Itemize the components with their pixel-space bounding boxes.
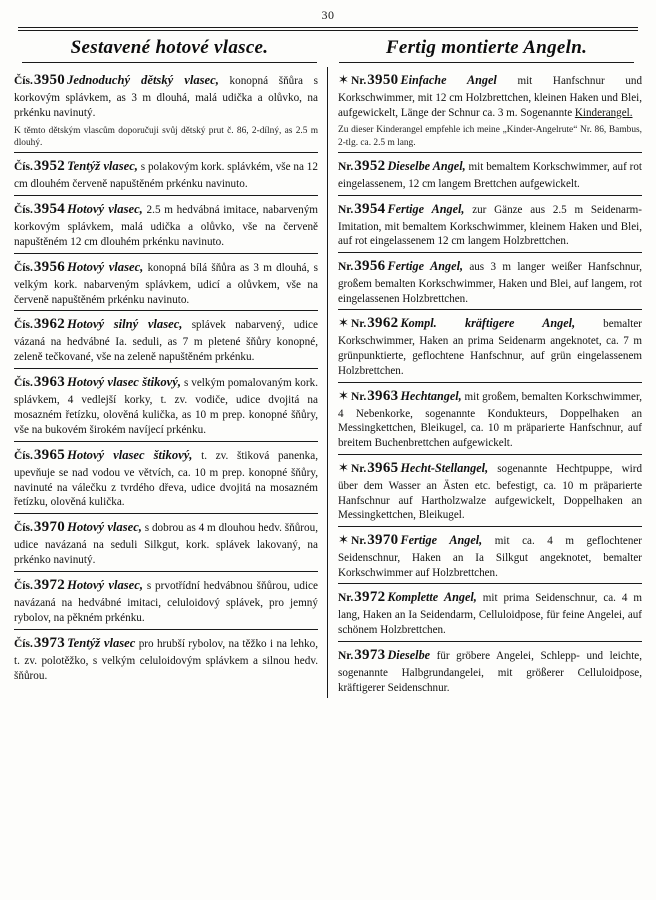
entry-number: 3956	[33, 258, 66, 275]
entry-title: Dieselbe Angel,	[387, 158, 466, 173]
entry-number-label: Nr.	[338, 261, 354, 273]
entry-number-label: Čís.	[14, 161, 33, 174]
catalog-entry	[338, 153, 642, 196]
entry-number-label: Nr.	[351, 390, 367, 403]
entry-description: splávek nabarvený, udice vázaná na hedvábné Ia. seduli, as 7 m pletené šňůry konopné, zeleně tečkované, vše na zeleně napuštěném prkénku.	[14, 319, 318, 364]
entry-title: Hotový vlasec štikový,	[67, 375, 182, 390]
entry-text	[14, 518, 318, 568]
entry-title: Einfache Angel	[400, 73, 497, 87]
entry-text	[14, 634, 318, 684]
entry-text	[338, 257, 642, 306]
entry-text	[338, 459, 642, 523]
entry-description: s dobrou as 4 m dlouhou hedv. šňůrou, udice navázaná na seduli Silkgut, kork. splávek lakovaný, na prkénko navinutý.	[14, 522, 318, 567]
catalog-entry	[14, 254, 318, 312]
page-number: 30	[321, 8, 335, 22]
entry-description: mit Hanfschnur und Korkschwimmer, mit 12 cm Holzbrettchen, kleinen Haken und Blei, aufgewickelt, Länge der Schnur ca. 3 m. Sogenannte	[338, 75, 642, 119]
entry-number: 3963	[33, 374, 66, 391]
catalog-entry	[338, 527, 642, 584]
catalog-entry	[14, 442, 318, 515]
entry-description: s velkým pomalovaným kork. splávkem, 4 vedlejší korky, t. zv. vodiče, udice dvojitá na mosazném řetízku, olověná kulička, as 10 m prep. konopné šňůry, vše na bukovém širokém navíjecí prkénku.	[14, 377, 318, 436]
entry-description: konopná šňůra s korkovým splávkem, as 3 m dlouhá, malá udička a olůvko, na prkénku navinutý.	[14, 75, 318, 119]
entry-number-label: Nr.	[338, 592, 354, 605]
entry-description: mit bemaltem Korkschwimmer, auf rot eingelassenem, 12 cm langem Brettchen aufgewickelt.	[338, 160, 643, 190]
entry-number-label: Čís.	[14, 522, 33, 535]
column-headings	[14, 37, 642, 63]
star-icon: ✶	[338, 387, 349, 403]
entry-number-label: Čís.	[14, 319, 33, 332]
entry-text	[14, 446, 318, 511]
entry-number: 3973	[354, 646, 386, 663]
heading-right	[331, 37, 642, 63]
catalog-entry	[14, 630, 318, 687]
entry-number: 3965	[367, 459, 399, 476]
czech-column	[14, 67, 328, 698]
entry-description: zur Gänze aus 2.5 m Seidenarm-Imitation, mit bemaltem Korkschwimmer, kleinem Haken und Blei, auf rot eingelassenem 12 cm langem Holzbrettchen.	[338, 203, 642, 248]
entry-number-label: Nr.	[351, 318, 367, 331]
entry-number: 3962	[33, 316, 66, 333]
heading-left-text: Sestavené hotové vlasce.	[70, 37, 269, 58]
entry-title: Dieselbe	[387, 647, 431, 662]
entry-number-label: Nr.	[351, 462, 367, 475]
catalog-entry	[14, 67, 318, 153]
entry-description: 2.5 m hedvábná imitace, nabarveným korkovým splávkem, malá udička a olůvko, vše na červeně napuštěném 12 cm dlouhém prkénku navinuto.	[14, 203, 318, 248]
entry-title: Hotový vlasec,	[67, 520, 142, 535]
entry-number: 3970	[33, 519, 66, 536]
entry-title: Hotový vlasec,	[67, 578, 143, 593]
star-icon: ✶	[338, 459, 349, 475]
entry-text	[14, 315, 318, 365]
catalog-entry	[14, 153, 318, 196]
entry-text	[14, 576, 318, 626]
entry-description: konopná bílá šňůra as 3 m dlouhá, s velkým kork. nabarveným splávkem, udicí a olůvkem, vše na červeně napuštěném prkénku navinuto.	[14, 261, 318, 306]
heading-right-underline	[339, 62, 634, 63]
entry-description: t. zv. štiková panenka, upevňuje se nad vodou ve větvích, ca. 10 m prep. konopné šňůry, navinuté na válečku z tvrdého dřeva, udice dvojitá na mosazném řetízku, olověná kulička.	[14, 449, 319, 509]
entry-title: Hecht-Stellangel,	[400, 460, 489, 475]
entry-title: Fertige Angel,	[387, 201, 465, 216]
entry-text	[338, 646, 642, 695]
entry-number: 3972	[354, 589, 386, 606]
entry-number-label: Nr.	[351, 75, 367, 87]
entry-title: Hotový vlasec štikový,	[67, 447, 193, 462]
entry-number: 3954	[33, 200, 66, 217]
entry-text	[14, 373, 318, 438]
entry-text	[14, 71, 318, 149]
entry-title: Komplette Angel,	[387, 590, 477, 605]
entry-title: Hotový silný vlasec,	[67, 317, 183, 332]
catalog-entry	[338, 383, 642, 455]
entry-number: 3950	[367, 72, 399, 88]
entry-number: 3952	[354, 157, 386, 174]
catalog-entry	[14, 369, 318, 442]
entry-text	[338, 200, 642, 249]
entry-title: Hechtangel,	[400, 388, 462, 403]
entry-number-label: Nr.	[338, 649, 354, 662]
entry-number: 3970	[367, 532, 399, 548]
catalog-entry	[14, 572, 318, 630]
catalog-entry	[338, 67, 642, 153]
entry-number-label: Čís.	[14, 449, 33, 462]
catalog-entry	[338, 253, 642, 310]
entry-number: 3950	[33, 72, 66, 88]
entry-number-label: Nr.	[338, 203, 354, 216]
entry-number-label: Čís.	[14, 377, 33, 390]
two-column-body	[14, 67, 642, 698]
entry-text	[338, 588, 642, 637]
catalog-entry	[14, 311, 318, 369]
top-rule	[18, 27, 638, 28]
entry-number: 3972	[33, 577, 66, 594]
star-icon: ✶	[338, 315, 349, 331]
entry-number-label: Čís.	[14, 203, 33, 216]
entry-number: 3965	[33, 446, 66, 463]
entry-text	[338, 71, 642, 149]
entry-number-label: Čís.	[14, 580, 33, 593]
entry-description: pro hrubší rybolov, na těžko i na lehko, t. zv. polotěžko, s velkým celuloidovým splávkem a silnou hedv. šňůrou.	[14, 637, 318, 682]
entry-text	[338, 157, 642, 192]
entry-title: Hotový vlasec,	[67, 259, 144, 274]
entry-text	[14, 258, 318, 308]
entry-number: 3962	[367, 315, 399, 332]
entry-title: Tentýž vlasec,	[67, 159, 138, 174]
entry-number: 3963	[367, 387, 399, 404]
entry-number: 3973	[33, 634, 66, 651]
entry-description-emphasis: Kinderangel.	[574, 106, 633, 119]
entry-number-label: Čís.	[14, 637, 33, 650]
entry-text	[14, 200, 318, 250]
entry-number-label: Čís.	[14, 75, 33, 87]
catalog-entry	[338, 642, 642, 698]
entry-title: Tentýž vlasec	[67, 635, 136, 650]
top-rule-secondary	[18, 30, 638, 31]
german-column	[328, 67, 642, 698]
entry-number: 3956	[354, 258, 386, 274]
catalog-entry	[338, 196, 642, 253]
entry-title: Kompl. kräftigere Angel,	[400, 316, 576, 331]
entry-description: bemalter Korkschwimmer, Haken an prima Seidenarm angeknotet, ca. 7 m grünpunktierte, geflochtene Hanfschnur, auf grün eingelassenem Holzbrettchen.	[338, 318, 642, 377]
entry-footnote: K těmto dětským vlascům doporučuji svůj dětský prut č. 86, 2-dílný, as 2.5 m dlouhý.	[14, 125, 318, 148]
catalog-entry	[338, 310, 642, 382]
entry-title: Fertige Angel,	[387, 259, 463, 273]
catalog-entry	[14, 514, 318, 572]
entry-description: mit großem, bemalten Korkschwimmer, 4 Nebenkorke, sogenannte Kondukteurs, Doppelhaken an Messingkettchen, Bleikugel, ca. 10 m präparierte Hanfschnur, auf breitem Buchenbrettchen aufgewickelt.	[338, 390, 642, 450]
entry-footnote: Zu dieser Kinderangel empfehle ich meine „Kinder-Angelrute“ Nr. 86, Bambus, 2-tlg. ca. 2.5 m lang.	[338, 125, 642, 148]
entry-description: aus 3 m langer weißer Hanfschnur, großem bemalten Korkschwimmer, Haken und Blei, auf langem, rot eingelassenen Holzbrettchen.	[338, 261, 642, 305]
catalog-entry	[338, 455, 642, 527]
entry-description: s polakovým kork. splávkém, vše na 12 cm dlouhém červeně napuštěném prkénku navinuto.	[14, 161, 318, 191]
heading-left	[14, 37, 331, 63]
heading-right-text: Fertig montierte Angeln.	[385, 37, 588, 58]
entry-description: sogenannte Hechtpuppe, wird über dem Wasser an Ästen etc. befestigt, ca. 10 m präparierte Hanfschnur auf Hartholzwalze aufgewickelt, Doppelhaken an Messingkettchen, Bleikugel.	[338, 462, 642, 522]
entry-description: s prvotřídní hedvábnou šňůrou, udice navázaná na hedvábné imitaci, celuloidový splávek, pro jemný rybolov, na pěkném prkénku.	[14, 580, 318, 624]
catalog-entry	[14, 196, 318, 254]
entry-description: mit prima Seidenschnur, ca. 4 m lang, Haken an Ia Seidendarm, Celluloidpose, für feine Angelei, auf schönem Holzbrettchen.	[338, 592, 642, 637]
entry-number: 3954	[354, 200, 386, 217]
entry-text	[14, 157, 318, 192]
heading-left-underline	[22, 62, 317, 63]
entry-title: Hotový vlasec,	[67, 201, 143, 216]
entry-text	[338, 314, 642, 378]
star-icon: ✶	[338, 72, 349, 87]
entry-number-label: Nr.	[338, 160, 354, 173]
star-icon: ✶	[338, 532, 349, 547]
catalog-entry	[338, 584, 642, 641]
entry-number-label: Nr.	[351, 535, 367, 547]
entry-number: 3952	[33, 158, 66, 175]
entry-title: Jednoduchý dětský vlasec,	[67, 73, 219, 87]
entry-title: Fertige Angel,	[400, 533, 483, 547]
entry-description: für gröbere Angelei, Schlepp- und leichte, sogenannte Halbgrundangelei, mit größerer Celluloidpose, kräftigerer Seidenschnur.	[338, 649, 642, 694]
entry-description: mit ca. 4 m geflochtener Seidenschnur, Haken an Ia Silkgut angeknotet, bemalter Korkschwimmer auf Holzbrettchen.	[338, 535, 642, 579]
entry-text	[338, 387, 642, 451]
entry-number-label: Čís.	[14, 261, 33, 274]
entry-text	[338, 531, 642, 580]
